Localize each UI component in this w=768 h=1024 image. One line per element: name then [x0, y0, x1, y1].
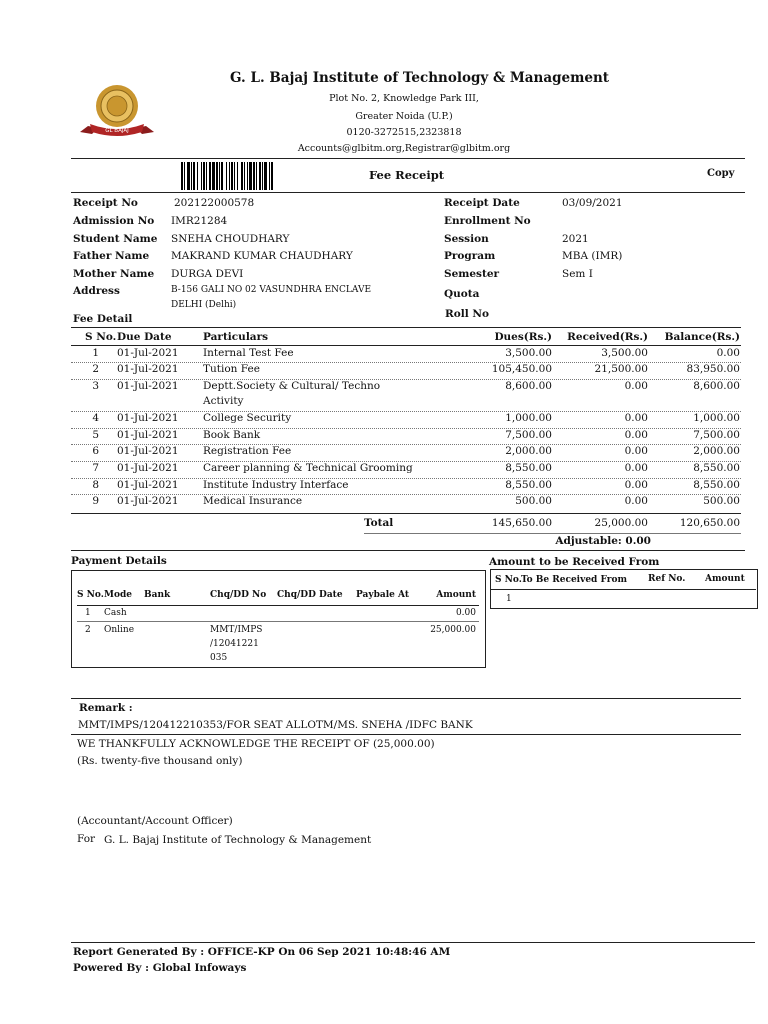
pay-col-chq-no: Chq/DD No [210, 590, 267, 600]
fee-particular: Internal Test Fee [203, 347, 294, 359]
fee-received: 0.00 [624, 462, 648, 474]
report-generated-by: Report Generated By : OFFICE-KP On 06 Sep 2021 10:48:46 AM [73, 946, 451, 958]
fee-table-bottom-border [71, 513, 741, 514]
col-particulars: Particulars [203, 331, 269, 343]
fee-balance: 8,550.00 [693, 462, 740, 474]
fee-received: 3,500.00 [601, 347, 648, 359]
pay-col-amount: Amount [436, 590, 476, 600]
barcode-bar [244, 162, 245, 190]
pay-row2-amount: 25,000.00 [430, 625, 476, 635]
pay-row1-sno: 1 [85, 608, 91, 618]
document-title: Fee Receipt [369, 168, 445, 182]
fee-sno: 4 [92, 412, 99, 424]
pay-col-payable-at: Paybale At [356, 590, 409, 600]
institute-name: G. L. Bajaj Institute of Technology & Management [230, 70, 610, 86]
pay-col-mode: Mode [104, 590, 132, 600]
fee-due-date: 01-Jul-2021 [117, 429, 179, 441]
fee-balance: 7,500.00 [693, 429, 740, 441]
receivable-title: Amount to be Received From [489, 556, 660, 568]
fee-particular: Book Bank [203, 429, 261, 441]
col-due-date: Due Date [117, 331, 172, 343]
fee-dues: 3,500.00 [505, 347, 552, 359]
barcode-bar [259, 162, 261, 190]
barcode-bar [184, 162, 185, 190]
remark-text: MMT/IMPS/120412210353/FOR SEAT ALLOTM/MS. SNEHA /IDFC BANK [78, 719, 473, 731]
barcode-bar [237, 162, 238, 190]
payment-details-box [71, 570, 486, 668]
session-value: 2021 [562, 233, 589, 245]
fee-particular: Medical Insurance [203, 495, 303, 507]
recv-col-to-be-received: To Be Received From [521, 575, 627, 585]
barcode-bar [264, 162, 267, 190]
for-label: For [77, 833, 96, 845]
barcode-bar [256, 162, 257, 190]
mother-name-value: DURGA DEVI [171, 268, 244, 280]
address-value-line1: B-156 GALI NO 02 VASUNDHRA ENCLAVE [171, 285, 372, 295]
fee-particular: Institute Industry Interface [203, 479, 349, 491]
pay-row1-amount: 0.00 [455, 608, 476, 618]
address-line1: Plot No. 2, Knowledge Park III, [329, 93, 479, 104]
remark-top-border [71, 698, 741, 699]
barcode-bar [221, 162, 223, 190]
admission-no-label: Admission No [73, 215, 155, 227]
copy-label: Copy [707, 168, 735, 179]
semester-label: Semester [444, 268, 500, 280]
barcode-bar [226, 162, 227, 190]
barcode-bar [181, 162, 183, 190]
fee-received: 0.00 [624, 495, 648, 507]
program-label: Program [444, 250, 496, 262]
fee-dues: 500.00 [515, 495, 552, 507]
receipt-date-label: Receipt Date [444, 197, 520, 209]
pay-col-bank: Bank [144, 590, 171, 600]
title-divider [71, 192, 745, 193]
pay-row-divider [77, 621, 479, 622]
pay-row2-chq-no-line3: 035 [210, 653, 228, 663]
remark-bottom-border [71, 734, 741, 735]
program-value: MBA (IMR) [562, 250, 623, 262]
fee-due-date: 01-Jul-2021 [117, 495, 179, 507]
barcode-bar [212, 162, 215, 190]
svg-text:GL BAJAJ: GL BAJAJ [105, 128, 129, 134]
fee-sno: 2 [92, 363, 99, 375]
pay-row2-sno: 2 [85, 625, 91, 635]
header-divider [71, 158, 745, 159]
fee-dues: 8,550.00 [505, 462, 552, 474]
fee-table-top-border [71, 327, 741, 328]
fee-sno: 7 [92, 462, 99, 474]
student-name-value: SNEHA CHOUDHARY [171, 233, 290, 245]
col-received: Received(Rs.) [567, 331, 648, 343]
pay-row2-chq-no-line1: MMT/IMPS [210, 625, 263, 635]
remark-label: Remark : [79, 702, 133, 714]
footer-divider [71, 942, 755, 943]
pay-row2-chq-no-line2: /12041221 [210, 639, 259, 649]
address-label: Address [73, 285, 120, 297]
receipt-no-label: Receipt No [73, 197, 138, 209]
fee-balance: 500.00 [703, 495, 740, 507]
barcode-bar [187, 162, 190, 190]
barcode-bar [231, 162, 233, 190]
barcode-bar [201, 162, 202, 190]
fee-dues: 8,600.00 [505, 380, 552, 392]
roll-no-label: Roll No [445, 308, 489, 320]
fee-balance: 1,000.00 [693, 412, 740, 424]
pay-col-chq-date: Chq/DD Date [277, 590, 343, 600]
fee-due-date: 01-Jul-2021 [117, 363, 179, 375]
powered-by: Powered By : Global Infoways [73, 962, 247, 974]
pay-col-sno: S No. [77, 590, 104, 600]
fee-balance: 83,950.00 [686, 363, 740, 375]
receipt-date-value: 03/09/2021 [562, 197, 623, 209]
fee-particular: Tution Fee [203, 363, 260, 375]
fee-balance: 8,550.00 [693, 479, 740, 491]
email-addresses: Accounts@glbitm.org,Registrar@glbitm.org [297, 143, 511, 154]
fee-dues: 8,550.00 [505, 479, 552, 491]
fee-balance: 0.00 [716, 347, 740, 359]
barcode-bar [253, 162, 255, 190]
address-line2: Greater Noida (U.P.) [355, 111, 453, 122]
barcode-bar [209, 162, 211, 190]
fee-due-date: 01-Jul-2021 [117, 445, 179, 457]
session-label: Session [444, 233, 489, 245]
fee-received: 0.00 [624, 429, 648, 441]
total-received: 25,000.00 [594, 517, 648, 529]
mother-name-label: Mother Name [73, 268, 155, 280]
enrollment-no-label: Enrollment No [444, 215, 531, 227]
fee-dues: 7,500.00 [505, 429, 552, 441]
student-name-label: Student Name [73, 233, 158, 245]
barcode-bar [234, 162, 235, 190]
fee-due-date: 01-Jul-2021 [117, 380, 179, 392]
pay-row2-mode: Online [104, 625, 135, 635]
fee-sno: 6 [92, 445, 99, 457]
total-underline [364, 533, 741, 534]
adjustable-amount: Adjustable: 0.00 [555, 535, 651, 547]
fee-dues: 1,000.00 [505, 412, 552, 424]
barcode-bar [262, 162, 263, 190]
fee-due-date: 01-Jul-2021 [117, 479, 179, 491]
barcode-bar [206, 162, 207, 190]
fee-particular: Deptt.Society & Cultural/ Techno [203, 380, 381, 392]
receipt-no-value: 202122000578 [174, 197, 255, 209]
barcode-bar [271, 162, 273, 190]
fee-detail-label: Fee Detail [73, 313, 133, 325]
fee-received: 0.00 [624, 445, 648, 457]
fee-due-date: 01-Jul-2021 [117, 462, 179, 474]
barcode-bar [249, 162, 252, 190]
fee-table-header-border [71, 345, 741, 346]
institute-logo [78, 82, 156, 138]
col-balance: Balance(Rs.) [664, 331, 740, 343]
fee-particular-continued: Activity [203, 395, 244, 407]
barcode-bar [197, 162, 198, 190]
barcode-bar [247, 162, 248, 190]
barcode [181, 162, 305, 190]
col-dues: Dues(Rs.) [494, 331, 552, 343]
barcode-bar [269, 162, 270, 190]
fee-sno: 8 [92, 479, 99, 491]
recv-row1-sno: 1 [506, 594, 512, 604]
recv-col-sno: S No. [495, 575, 522, 585]
for-institute-name: G. L. Bajaj Institute of Technology & Management [104, 834, 372, 846]
total-label: Total [364, 517, 394, 529]
fee-dues: 105,450.00 [491, 363, 552, 375]
col-sno: S No. [85, 331, 117, 343]
fee-particular: Career planning & Technical Grooming [203, 462, 413, 474]
accountant-signature-label: (Accountant/Account Officer) [77, 815, 233, 827]
total-balance: 120,650.00 [679, 517, 740, 529]
phone-numbers: 0120-3272515,2323818 [346, 127, 462, 138]
total-dues: 145,650.00 [491, 517, 552, 529]
fee-sno: 5 [92, 429, 99, 441]
father-name-label: Father Name [73, 250, 150, 262]
address-value-line2: DELHI (Delhi) [171, 300, 237, 310]
fee-particular: Registration Fee [203, 445, 292, 457]
fee-sno: 3 [92, 380, 99, 392]
barcode-bar [216, 162, 218, 190]
fee-received: 0.00 [624, 412, 648, 424]
fee-balance: 2,000.00 [693, 445, 740, 457]
fee-particular: College Security [203, 412, 292, 424]
pay-row1-mode: Cash [104, 608, 127, 618]
fee-due-date: 01-Jul-2021 [117, 412, 179, 424]
amount-in-words: (Rs. twenty-five thousand only) [77, 755, 243, 767]
fee-received: 21,500.00 [594, 363, 648, 375]
recv-col-ref-no: Ref No. [648, 574, 686, 584]
barcode-bar [193, 162, 195, 190]
fee-sno: 1 [92, 347, 99, 359]
fee-received: 0.00 [624, 380, 648, 392]
barcode-bar [229, 162, 230, 190]
recv-col-amount: Amount [705, 574, 745, 584]
fee-received: 0.00 [624, 479, 648, 491]
father-name-value: MAKRAND KUMAR CHAUDHARY [171, 250, 353, 262]
barcode-bar [191, 162, 192, 190]
fee-balance: 8,600.00 [693, 380, 740, 392]
payment-divider [71, 550, 745, 551]
quota-label: Quota [444, 288, 480, 300]
barcode-bar [241, 162, 243, 190]
pay-header-border [77, 605, 479, 606]
semester-value: Sem I [562, 268, 593, 280]
fee-dues: 2,000.00 [505, 445, 552, 457]
acknowledgement-text: WE THANKFULLY ACKNOWLEDGE THE RECEIPT OF (25,000.00) [77, 738, 435, 750]
fee-sno: 9 [92, 495, 99, 507]
barcode-bar [219, 162, 220, 190]
barcode-bar [203, 162, 205, 190]
admission-no-value: IMR21284 [171, 215, 228, 227]
recv-header-border [490, 589, 756, 590]
payment-details-title: Payment Details [71, 555, 167, 567]
fee-due-date: 01-Jul-2021 [117, 347, 179, 359]
